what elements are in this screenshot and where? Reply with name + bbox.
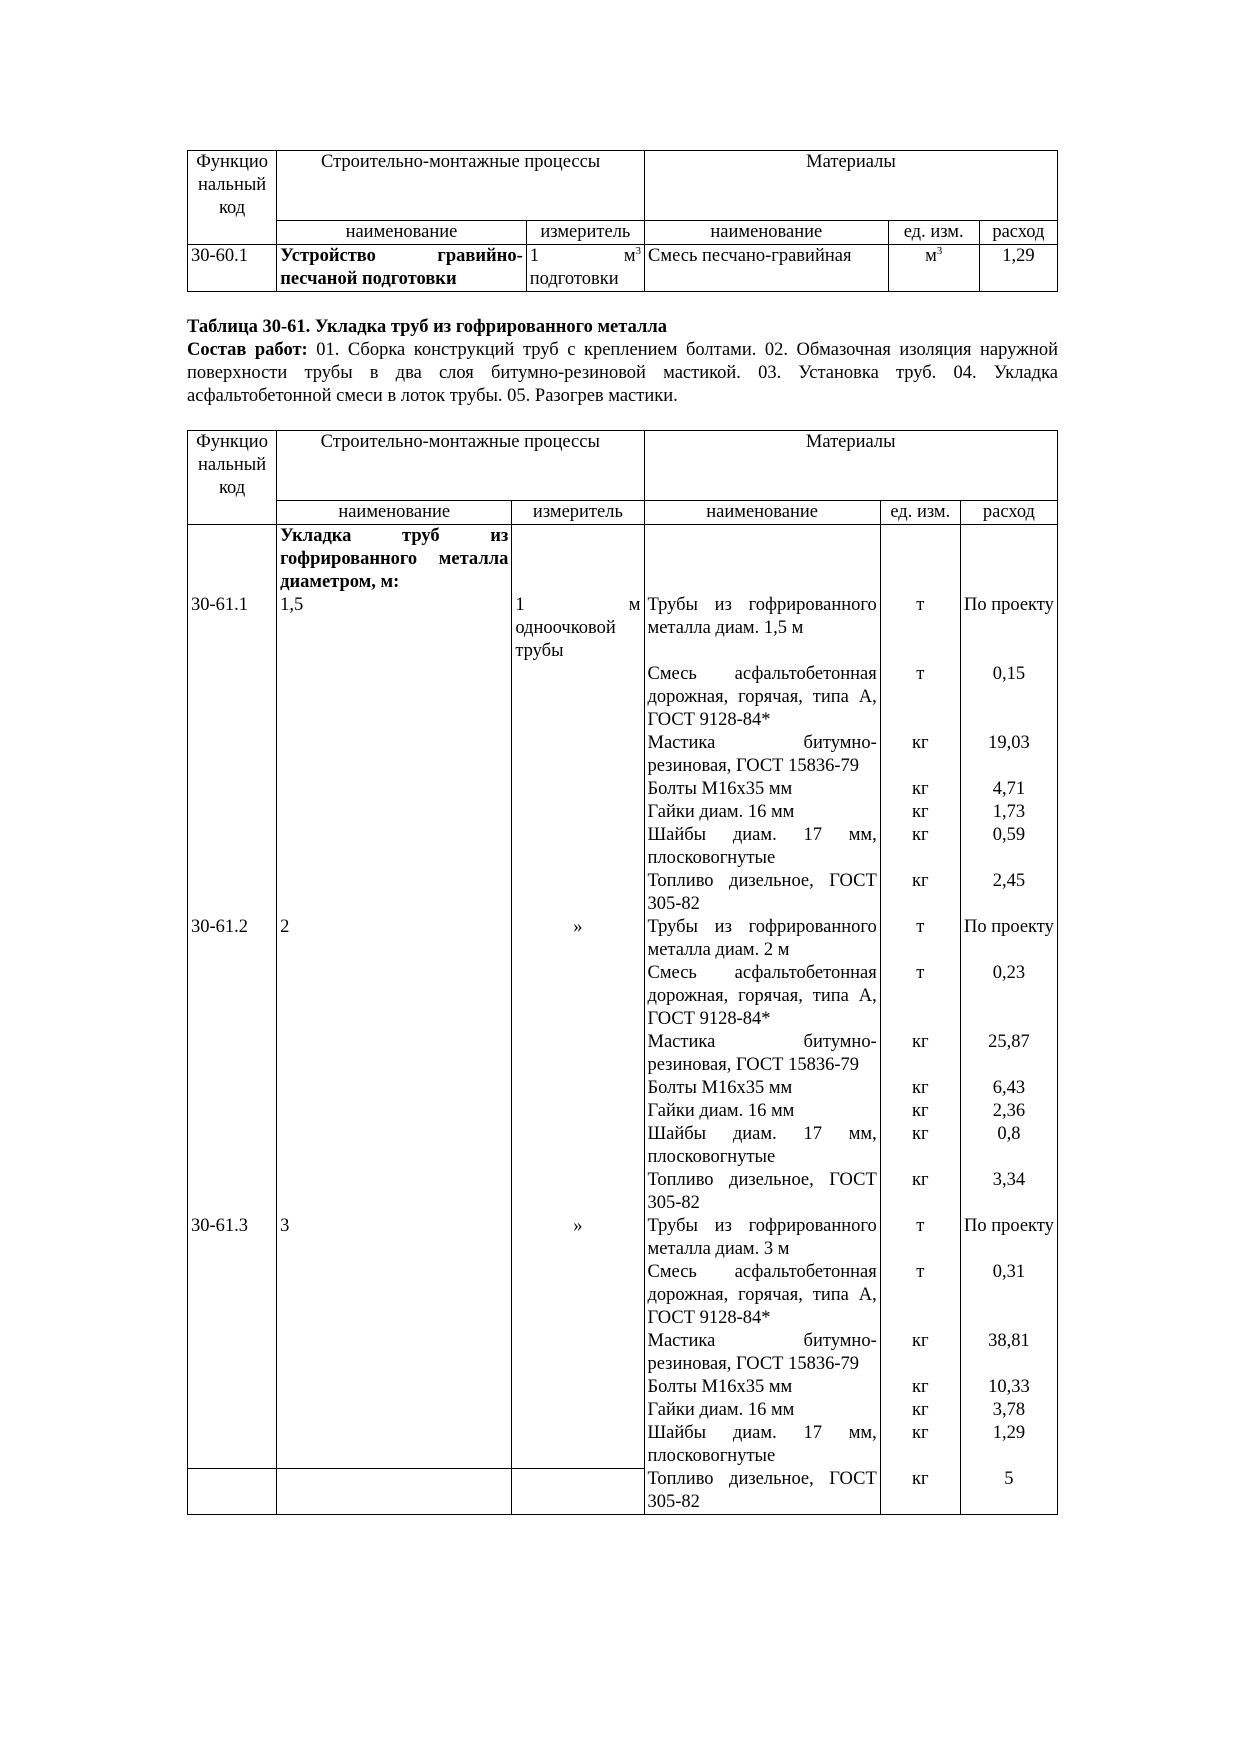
table-row [188, 1100, 1058, 1123]
composition-of-works [187, 339, 1058, 408]
table-row [188, 824, 1058, 870]
header-measure: измеритель [512, 501, 644, 525]
material-unit: кг [880, 1100, 960, 1123]
table-row [188, 1468, 1058, 1515]
material-consumption: 1,73 [960, 801, 1057, 824]
table-row [188, 1077, 1058, 1100]
material-consumption: По проекту [960, 594, 1057, 663]
material-unit: кг [880, 778, 960, 801]
material-consumption: 5 [960, 1468, 1057, 1515]
table-row [188, 1031, 1058, 1077]
row-measure: » [512, 916, 644, 962]
header-materials: Материалы [644, 431, 1058, 501]
row-size [277, 1100, 512, 1123]
material-name: Мастика битумно-резиновая, ГОСТ 15836-79 [644, 1031, 880, 1077]
material-name: Болты М16х35 мм [644, 1077, 880, 1100]
row-measure [512, 1031, 644, 1077]
header-material-name: наименование [644, 501, 880, 525]
row-measure [512, 778, 644, 801]
table-row [188, 1261, 1058, 1330]
row-code [188, 1468, 277, 1515]
row-code: 30-60.1 [188, 245, 277, 292]
header-name: наименование [277, 501, 512, 525]
material-consumption: 0,59 [960, 824, 1057, 870]
material-consumption: 10,33 [960, 1376, 1057, 1399]
material-name: Болты М16х35 мм [644, 1376, 880, 1399]
material-name: Смесь асфальтобетонная дорожная, горячая, типа А, ГОСТ 9128-84* [644, 962, 880, 1031]
material-unit: т [880, 1215, 960, 1261]
material-name: Трубы из гофрированного металла диам. 1,5 м [644, 594, 880, 663]
row-size [277, 1169, 512, 1215]
material-name: Мастика битумно-резиновая, ГОСТ 15836-79 [644, 732, 880, 778]
material-unit: кг [880, 1123, 960, 1169]
material-unit: т [880, 594, 960, 663]
material-name: Смесь асфальтобетонная дорожная, горячая, типа А, ГОСТ 9128-84* [644, 1261, 880, 1330]
header-consumption: расход [960, 501, 1057, 525]
composition-label: Состав работ: [187, 340, 308, 360]
material-name: Шайбы диам. 17 мм, плосковогнутые [644, 824, 880, 870]
row-size [277, 1330, 512, 1376]
table-row [188, 245, 1058, 292]
material-name: Шайбы диам. 17 мм, плосковогнутые [644, 1123, 880, 1169]
row-code [188, 1169, 277, 1215]
table-row [188, 663, 1058, 732]
material-name: Трубы из гофрированного металла диам. 2 м [644, 916, 880, 962]
row-size [277, 1468, 512, 1515]
material-name: Шайбы диам. 17 мм, плосковогнутые [644, 1422, 880, 1468]
row-measure: 1 м одноочковой трубы [512, 594, 644, 663]
row-measure [512, 732, 644, 778]
row-size [277, 663, 512, 732]
row-code [188, 778, 277, 801]
row-code [188, 870, 277, 916]
table-row [188, 594, 1058, 663]
material-name: Гайки диам. 16 мм [644, 1399, 880, 1422]
row-material: Смесь песчано-гравийная [645, 245, 889, 292]
table-row [188, 870, 1058, 916]
material-name: Гайки диам. 16 мм [644, 1100, 880, 1123]
material-consumption: 1,29 [960, 1422, 1057, 1468]
row-size [277, 1031, 512, 1077]
material-consumption: 0,15 [960, 663, 1057, 732]
row-size [277, 962, 512, 1031]
row-measure [512, 1468, 644, 1515]
group-title-row [188, 525, 1058, 595]
material-name: Трубы из гофрированного металла диам. 3 м [644, 1215, 880, 1261]
row-code [188, 962, 277, 1031]
row-code [188, 824, 277, 870]
header-measure: измеритель [526, 221, 644, 245]
material-consumption: 25,87 [960, 1031, 1057, 1077]
row-measure [512, 1399, 644, 1422]
row-measure [512, 801, 644, 824]
row-code [188, 732, 277, 778]
material-unit: т [880, 663, 960, 732]
row-size [277, 1123, 512, 1169]
row-code: 30-61.1 [188, 594, 277, 663]
material-unit: кг [880, 801, 960, 824]
material-unit: кг [880, 1468, 960, 1515]
row-size [277, 778, 512, 801]
row-measure [512, 1330, 644, 1376]
row-measure [526, 245, 644, 292]
material-consumption: 38,81 [960, 1330, 1057, 1376]
measure-suffix: подготовки [529, 269, 619, 289]
material-name: Болты М16х35 мм [644, 778, 880, 801]
row-size [277, 870, 512, 916]
material-unit: кг [880, 732, 960, 778]
table-row [188, 801, 1058, 824]
row-code: 30-61.3 [188, 1215, 277, 1261]
header-code: Функцио нальный код [188, 151, 277, 245]
material-unit: кг [880, 1399, 960, 1422]
row-code [188, 1031, 277, 1077]
row-code: 30-61.2 [188, 916, 277, 962]
row-measure: » [512, 1215, 644, 1261]
header-processes: Строительно-монтажные процессы [277, 151, 645, 221]
row-size [277, 824, 512, 870]
header-unit: ед. изм. [888, 221, 979, 245]
row-size [277, 1261, 512, 1330]
row-size [277, 1376, 512, 1399]
row-consumption: 1,29 [979, 245, 1057, 292]
material-consumption: 6,43 [960, 1077, 1057, 1100]
header-processes: Строительно-монтажные процессы [277, 431, 644, 501]
row-size: 1,5 [277, 594, 512, 663]
header-name: наименование [277, 221, 527, 245]
row-measure [512, 824, 644, 870]
table-row [188, 916, 1058, 962]
table-row [188, 1330, 1058, 1376]
row-code [188, 1376, 277, 1399]
material-unit: кг [880, 870, 960, 916]
material-consumption: 3,78 [960, 1399, 1057, 1422]
row-size: 2 [277, 916, 512, 962]
row-size: 3 [277, 1215, 512, 1261]
material-unit: кг [880, 1077, 960, 1100]
row-measure [512, 1077, 644, 1100]
row-code [188, 801, 277, 824]
row-code [188, 1261, 277, 1330]
material-unit: кг [880, 824, 960, 870]
header-code: Функцио нальный код [188, 431, 277, 525]
row-code [188, 1123, 277, 1169]
header-materials: Материалы [645, 151, 1058, 221]
row-measure [512, 1169, 644, 1215]
table-row [188, 778, 1058, 801]
row-measure [512, 1261, 644, 1330]
material-unit: т [880, 962, 960, 1031]
table-row [188, 1123, 1058, 1169]
table-row [188, 1399, 1058, 1422]
section-title: Таблица 30-61. Укладка труб из гофрированного металла [187, 317, 668, 337]
group-title: Укладка труб из гофрированного металла диаметром, м: [277, 525, 512, 595]
material-unit: кг [880, 1422, 960, 1468]
material-name: Мастика битумно-резиновая, ГОСТ 15836-79 [644, 1330, 880, 1376]
measure-unit: $м^3$ [623, 245, 642, 266]
material-name: Топливо дизельное, ГОСТ 305-82 [644, 1169, 880, 1215]
composition-text: 01. Сборка конструкций труб с креплением болтами. 02. Обмазочная изоляция наружной поверхности трубы в два слоя битумно-резиновой мастикой. 03. Установка труб. 04. Укладка асфальтобетонной смеси в лоток трубы. 05. Разогрев мастики. [187, 340, 1058, 406]
material-unit: кг [880, 1330, 960, 1376]
material-consumption: По проекту [960, 916, 1057, 962]
row-code [188, 1100, 277, 1123]
row-measure [512, 1422, 644, 1468]
material-unit: т [880, 1261, 960, 1330]
measure-number: 1 [529, 246, 539, 266]
material-unit: кг [880, 1031, 960, 1077]
row-code [188, 663, 277, 732]
row-code [188, 1077, 277, 1100]
material-unit: кг [880, 1376, 960, 1399]
material-name: Топливо дизельное, ГОСТ 305-82 [644, 1468, 880, 1515]
header-consumption: расход [979, 221, 1057, 245]
material-consumption: 0,23 [960, 962, 1057, 1031]
material-consumption: 2,36 [960, 1100, 1057, 1123]
table-30-61 [187, 430, 1058, 1515]
row-measure [512, 663, 644, 732]
header-unit: ед. изм. [880, 501, 960, 525]
row-code [188, 1330, 277, 1376]
material-unit: т [880, 916, 960, 962]
material-consumption: 19,03 [960, 732, 1057, 778]
row-size [277, 1422, 512, 1468]
row-code [188, 1399, 277, 1422]
row-size [277, 732, 512, 778]
material-consumption: 4,71 [960, 778, 1057, 801]
document-page [187, 150, 1058, 1515]
row-code [188, 1422, 277, 1468]
table-30-60 [187, 150, 1058, 292]
table-row [188, 1422, 1058, 1468]
row-size [277, 1399, 512, 1422]
material-name: Топливо дизельное, ГОСТ 305-82 [644, 870, 880, 916]
header-material-name: наименование [645, 221, 889, 245]
row-size [277, 801, 512, 824]
table-row [188, 1376, 1058, 1399]
material-consumption: 0,31 [960, 1261, 1057, 1330]
row-measure [512, 1100, 644, 1123]
table-row [188, 732, 1058, 778]
row-measure [512, 962, 644, 1031]
table-row [188, 962, 1058, 1031]
material-consumption: По проекту [960, 1215, 1057, 1261]
material-consumption: 2,45 [960, 870, 1057, 916]
material-consumption: 0,8 [960, 1123, 1057, 1169]
row-measure [512, 870, 644, 916]
material-unit: кг [880, 1169, 960, 1215]
row-process: Устройство гравийно-песчаной подготовки [277, 245, 527, 292]
row-size [277, 1077, 512, 1100]
row-unit: $м^3$ [888, 245, 979, 292]
row-measure [512, 1123, 644, 1169]
table-row [188, 1169, 1058, 1215]
material-consumption: 3,34 [960, 1169, 1057, 1215]
row-measure [512, 1376, 644, 1399]
material-name: Смесь асфальтобетонная дорожная, горячая, типа А, ГОСТ 9128-84* [644, 663, 880, 732]
material-name: Гайки диам. 16 мм [644, 801, 880, 824]
table-row [188, 1215, 1058, 1261]
